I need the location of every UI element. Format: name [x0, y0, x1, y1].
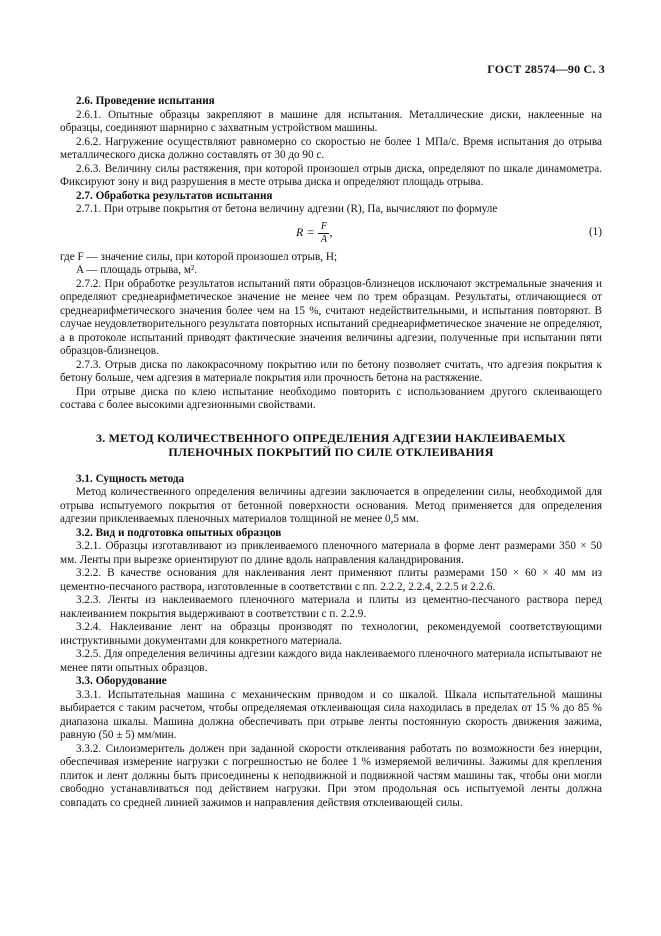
formula-1: [60, 220, 602, 246]
formula-number: (1): [588, 225, 602, 238]
paragraph-3-2-5: 3.2.5. Для определения величины адгезии каждого вида наклеиваемого пленочного материала испытывают не менее пяти опытных образцов.: [60, 648, 602, 674]
paragraph-2-6-1: 2.6.1. Опытные образцы закрепляют в машине для испытания. Металлические диски, наклеенные на образцы, соединяют шарнирно с захватным устройством машины.: [60, 108, 602, 134]
paragraph-3-2-1: 3.2.1. Образцы изготавливают из приклеиваемого пленочного материала в форме лент размерами 350 × 50 мм. Ленты при вырезке ориентируют по длине вдоль направления каландрирования.: [60, 540, 602, 566]
paragraph-3-2-4: 3.2.4. Наклеивание лент на образцы производят по технологии, рекомендуемой соответствующими инструктивными документами для конкретного материала.: [60, 621, 602, 647]
section-2-6-title: 2.6. Проведение испытания: [76, 95, 215, 107]
section-3-title: [60, 431, 602, 459]
section-3-3-title: 3.3. Оборудование: [76, 675, 167, 687]
document-body: [60, 95, 602, 810]
section-3-1-title: 3.1. Сущность метода: [76, 472, 185, 485]
formula-fraction: [318, 222, 329, 245]
paragraph-3-2-2: 3.2.2. В качестве основания для наклеивания лент применяют плиты размерами 150 × 60 × 40 мм из цементно-песчаного раствора, изготовленные в соответствии с пп. 2.2.2, 2.2.4, 2.2.5 и 2.2.6.: [60, 567, 602, 593]
paragraph-2-7-2: 2.7.2. При обработке результатов испытаний пяти образцов-близнецов исключают экстремальные значения и определяют среднеарифметическое значение не менее чем по трем образцам. Результаты, отличающиеся от среднеарифметического значения более чем на 15 %, считают недействительными, и испытания повторяют. В случае неудовлетворительного результата повторных испытаний среднеарифметическое значение не определяют, а в протоколе испытаний приводят фактические значения величины адгезии, полученные при испытании пяти образцов-близнецов.: [60, 277, 602, 357]
section-3-2-title: 3.2. Вид и подготовка опытных образцов: [76, 526, 282, 539]
paragraph-2-7-1: 2.7.1. При отрыве покрытия от бетона величину адгезии (R), Па, вычисляют по формуле: [76, 203, 498, 215]
paragraph-3-3-2: 3.3.2. Силоизмеритель должен при заданной скорости отклеивания работать по возможности без инерции, обеспечивая измерение нагрузки с погрешностью не более 1 % измеряемой величины. Зажимы для крепления плиток и лент должны быть присоединены к неподвижной и подвижной частям машины так, чтобы они могли свободно устанавливаться под действием нагрузки. При этом продольная ось испытуемой ленты должна совпадать со средней линией зажимов и направления действия отклеивающей силы.: [60, 742, 602, 809]
formula-expression: [296, 222, 332, 245]
paragraph-3-2-3: 3.2.3. Ленты из наклеиваемого пленочного материала и плиты из цементно-песчаного раствора перед наклеиванием покрытия выдерживают в соответствии с п. 2.2.9.: [60, 594, 602, 620]
paragraph-2-7-3: 2.7.3. Отрыв диска по лакокрасочному покрытию или по бетону позволяет считать, что адгезия покрытия к бетону больше, чем адгезия в материале покрытия или прочность бетона на растяжение.: [60, 358, 602, 384]
page-header: ГОСТ 28574—90 С. 3: [487, 62, 605, 76]
formula-lhs: R =: [296, 225, 315, 240]
paragraph-2-7-3-cont: При отрыве диска по клею испытание необходимо повторить с использованием другого склеивающего состава с более высокими адгезионными свойствами.: [60, 385, 602, 411]
formula-tail: ,: [329, 225, 333, 240]
formula-numerator: F: [320, 220, 327, 232]
formula-denominator: A: [320, 233, 327, 245]
section-3-title-line-2: ПЛЕНОЧНЫХ ПОКРЫТИЙ ПО СИЛЕ ОТКЛЕИВАНИЯ: [168, 444, 494, 459]
formula-where-1: где F — значение силы, при которой произошел отрыв, Н;: [60, 250, 338, 263]
section-3-title-line-1: 3. МЕТОД КОЛИЧЕСТВЕННОГО ОПРЕДЕЛЕНИЯ АДГЕЗИИ НАКЛЕИВАЕМЫХ: [96, 430, 566, 445]
section-2-7-title: 2.7. Обработка результатов испытания: [76, 189, 273, 202]
formula-where-2: A — площадь отрыва, м².: [76, 264, 198, 276]
paragraph-2-6-2: 2.6.2. Нагружение осуществляют равномерно со скоростью не более 1 МПа/с. Время испытания до отрыва металлического диска должно составлять от 30 до 90 с.: [60, 135, 602, 161]
paragraph-3-3-1: 3.3.1. Испытательная машина с механическим приводом и со шкалой. Шкала испытательной машины выбирается с таким расчетом, чтобы определяемая отклеивающая сила находилась в пределах от 15 % до 85 % диапазона шкалы. Машина должна обеспечивать при отрыве ленты постоянную скорость движения зажима, равную (50 ± 5) мм/мин.: [60, 688, 602, 741]
paragraph-3-1: Метод количественного определения величины адгезии заключается в определении силы, необходимой для отрыва испытуемого покрытия от бетонной поверхности основания. Метод применяется для определения адгезии приклеиваемых пленочных материалов толщиной не менее 0,5 мм.: [60, 486, 602, 525]
paragraph-2-6-3: 2.6.3. Величину силы растяжения, при которой произошел отрыв диска, определяют по шкале динамометра. Фиксируют зону и вид разрушения в месте отрыва диска и определяют площадь отрыва.: [60, 162, 602, 188]
